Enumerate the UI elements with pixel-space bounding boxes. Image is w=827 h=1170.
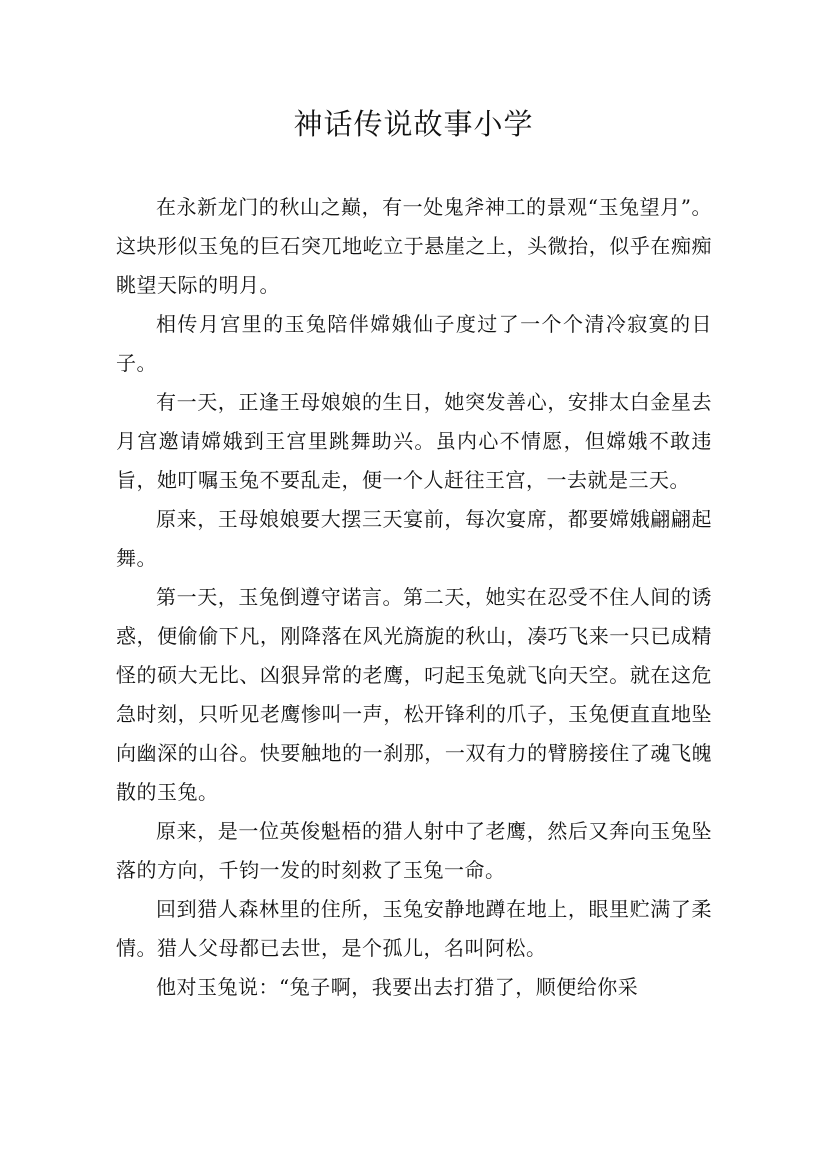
document-title: 神话传说故事小学 [293, 107, 534, 141]
paragraph: 原来，王母娘娘要大摆三天宴前，每次宴席，都要嫦娥翩翩起舞。 [116, 507, 712, 570]
paragraph: 回到猎人森林里的住所，玉兔安静地蹲在地上，眼里贮满了柔情。猎人父母都已去世，是个孤儿，名叫阿松。 [116, 897, 712, 960]
document-body [116, 188, 712, 1007]
paragraph: 原来，是一位英俊魁梧的猎人射中了老鹰，然后又奔向玉兔坠落的方向，千钧一发的时刻救了玉兔一命。 [116, 819, 712, 882]
paragraph: 第一天，玉兔倒遵守诺言。第二天，她实在忍受不住人间的诱惑，便偷偷下凡，刚降落在风光旖旎的秋山，凑巧飞来一只已成精怪的硕大无比、凶狠异常的老鹰，叼起玉兔就飞向天空。就在这危急时刻，只听见老鹰惨叫一声，松开锋利的爪子，玉兔便直直地坠向幽深的山谷。快要触地的一刹那，一双有力的臂膀接住了魂飞魄散的玉兔。 [116, 585, 712, 804]
paragraph: 相传月宫里的玉兔陪伴嫦娥仙子度过了一个个清冷寂寞的日子。 [116, 312, 712, 375]
paragraph: 他对玉兔说：“兔子啊，我要出去打猎了，顺便给你采 [156, 975, 639, 999]
paragraph: 有一天，正逢王母娘娘的生日，她突发善心，安排太白金星去月宫邀请嫦娥到王宫里跳舞助兴。虽内心不情愿，但嫦娥不敢违旨，她叮嘱玉兔不要乱走，便一个人赶往王宫，一去就是三天。 [116, 390, 712, 492]
paragraph: 在永新龙门的秋山之巅，有一处鬼斧神工的景观“玉兔望月”。这块形似玉兔的巨石突兀地屹立于悬崖之上，头微抬，似乎在痴痴眺望天际的明月。 [116, 195, 712, 297]
